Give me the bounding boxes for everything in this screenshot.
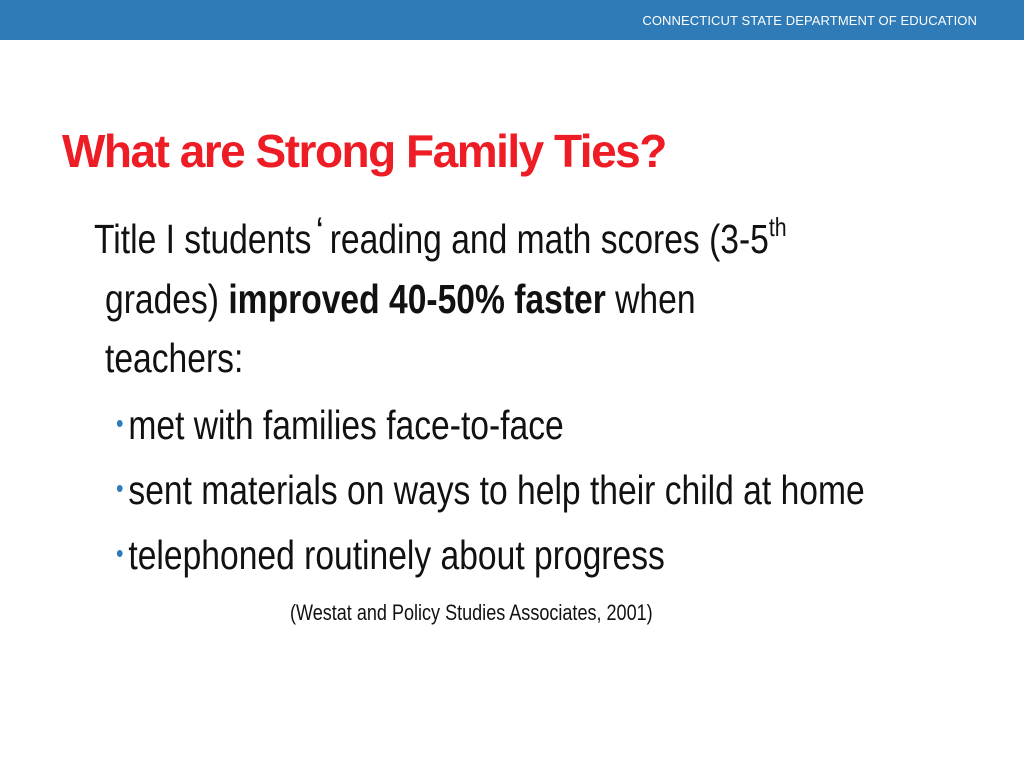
bullet-dot-icon: •	[116, 472, 124, 503]
emphasis-text: improved 40-50% faster	[228, 276, 606, 322]
bullet-dot-icon: •	[116, 407, 124, 438]
bullet-dot-icon: •	[116, 537, 124, 568]
superscript-th: th	[768, 212, 787, 242]
top-bar	[0, 0, 1024, 40]
bullet-text-2: sent materials on ways to help their child at home	[128, 467, 865, 513]
slide-title: What are Strong Family Ties?	[62, 125, 666, 177]
paragraph-line-3: teachers:	[105, 335, 244, 381]
bullet-text-1: met with families face-to-face	[128, 402, 564, 448]
bullet-item-3	[116, 532, 665, 579]
paragraph-line-1	[94, 212, 787, 263]
bullet-item-1	[116, 402, 564, 449]
quote-mark: ‘	[316, 212, 324, 245]
bullet-item-2	[116, 467, 865, 514]
paragraph-line-2-end: when	[615, 276, 696, 322]
paragraph-line-2	[105, 276, 696, 323]
paragraph-line-2-start: grades)	[105, 276, 219, 322]
citation: (Westat and Policy Studies Associates, 2001)	[290, 600, 653, 625]
header-organization: CONNECTICUT STATE DEPARTMENT OF EDUCATION	[642, 13, 977, 28]
paragraph-line-1-rest: reading and math scores (3-5	[329, 216, 769, 262]
paragraph-line-1-text: Title I students	[94, 216, 312, 262]
bullet-text-3: telephoned routinely about progress	[128, 532, 665, 578]
